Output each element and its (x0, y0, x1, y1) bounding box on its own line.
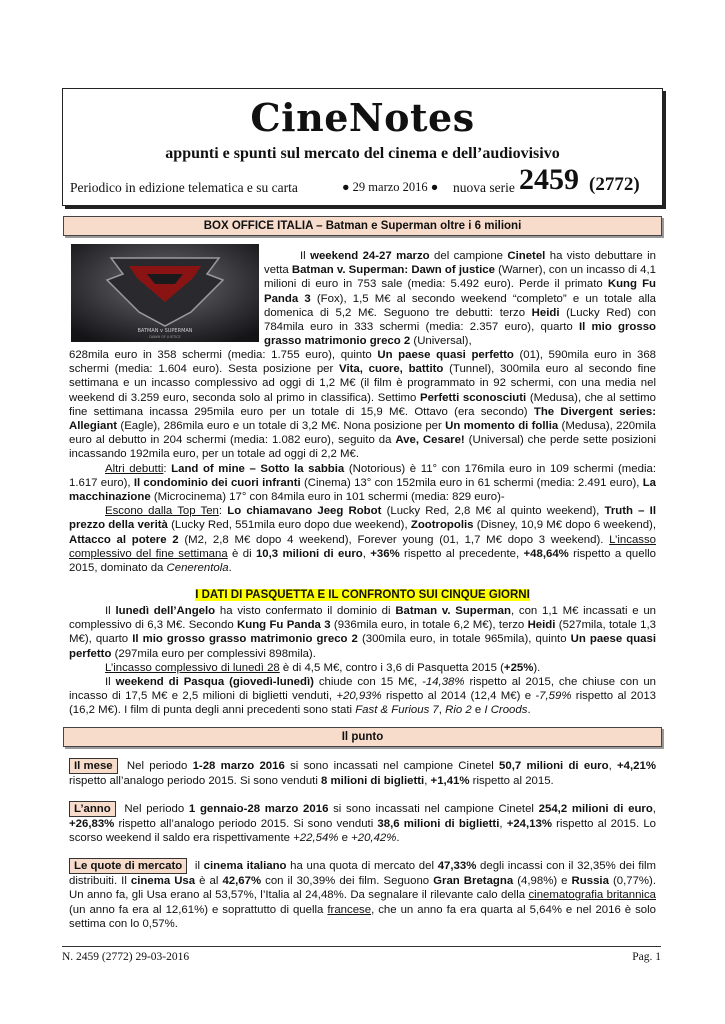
poster-title: BATMAN v SUPERMAN (137, 328, 193, 334)
masthead-title: CineNotes (250, 95, 475, 140)
issue-total: (2772) (589, 174, 640, 195)
quote-mercato-paragraph: Le quote di mercato il cinema italiano ha una quota di mercato del 47,33% degli incassi con il 32,35% dei film distribuiti. Il cinema Usa è al 42,67% con il 30,39% dei film. Seguono Gran Bretagna (4,98%) e Russia (0,77%). Un anno fa, gli Usa erano al 53,57%, l’Italia al 24,48%. Da segnalare il rilevante calo della cinematografia britannica (un anno fa era al 12,61%) e soprattutto di quella francese, che un anno fa era quarta al 5,64% e nel 2016 è solo settima con lo 0,57%. (69, 860, 657, 930)
tag-il-mese: Il mese (69, 758, 118, 774)
masthead (62, 88, 663, 206)
section-header-box-office: BOX OFFICE ITALIA – Batman e Superman oltre i 6 milioni (63, 216, 662, 236)
series-label: nuova serie (453, 180, 515, 195)
article-intro: Il weekend 24-27 marzo del campione Cinetel ha visto debuttare in vetta Batman v. Superman: Dawn of justice (Warner), con un incasso di 4,1 milioni di euro in 753 sale (media: 5.492 euro). Perde il primato Kung Fu Panda 3 (Fox), 1,5 M€ al secondo weekend “completo” e un totale alla domenica di 5,2 M€. Seguono tre debutti: terzo Heidi (Lucky Red) con 784mila euro in 333 schermi (media: 2.357 euro), quarto Il mio grosso grasso matrimonio greco 2 (Universal), (264, 250, 657, 348)
issue-number: 2459 (519, 163, 579, 196)
l-anno-paragraph: L’anno Nel periodo 1 gennaio-28 marzo 2016 si sono incassati nel campione Cinetel 254,2 milioni di euro, +26,83% rispetto all’analogo periodo 2015. Si sono venduti 38,6 milioni di biglietti, +24,13% rispetto al 2015. Lo scorso weekend il saldo era rispettivamente +22,54% e +20,42%. (69, 803, 656, 845)
footer-page: Pag. 1 (632, 951, 661, 963)
movie-poster (71, 244, 259, 342)
masthead-info (70, 163, 655, 201)
section-header-il-punto: Il punto (63, 727, 662, 747)
tag-quote-mercato: Le quote di mercato (69, 858, 187, 874)
footer-divider (62, 946, 661, 947)
periodicity: Periodico in edizione telematica e su carta (70, 180, 298, 195)
section-header-pasquetta: I DATI DI PASQUETTA E IL CONFRONTO SUI CINQUE GIORNI (195, 589, 530, 601)
il-mese-paragraph: Il mese Nel periodo 1-28 marzo 2016 si sono incassati nel campione Cinetel 50,7 milioni di euro, +4,21% rispetto all’analogo periodo 2015. Si sono venduti 8 milioni di biglietti, +1,41% rispetto al 2015. (69, 760, 656, 788)
masthead-subtitle: appunti e spunti sul mercato del cinema e dell’audiovisivo (165, 145, 560, 162)
article-body-1: 628mila euro in 358 schermi (media: 1.755 euro), quinto Un paese quasi perfetto (01), 590mila euro in 368 schermi (media: 1.604 euro). Sesta posizione per Vita, cuore, battito (Tunnel), 300mila euro al secondo fine settimana e un incasso complessivo ad oggi di 1,2 M€ (il film è programmato in 92 schermi, con una media nel weekend di 3.259 euro, seconda solo al primo in classifica). Settimo Perfetti sconosciuti (Medusa), che al settimo fine settimana incassa 295mila euro per un totale di 15,9 M€. Ottavo (era secondo) The Divergent series: Allegiant (Eagle), 286mila euro e un totale di 3,2 M€. Nona posizione per Un momento di follia (Medusa), 220mila euro al debutto in 204 schermi (media: 1.082 euro), seguito da Ave, Cesare! (Universal) che perde sette posizioni incassando 192mila euro, per un totale ad oggi di 2,2 M€. Altri debutti: Land of mine – Sotto la sabbia (Notorious) è 11° con 176mila euro in 109 schermi (media: 1.617 euro), Il condominio dei cuori infranti (Cinema) 13° con 152mila euro in 61 schermi (media: 2.491 euro), La macchinazione (Microcinema) 17° con 84mila euro in 101 schermi (media: 829 euro)- Escono dalla Top Ten: Lo chiamavano Jeeg Robot (Lucky Red, 2,8 M€ al quinto weekend), Truth – Il prezzo della verità (Lucky Red, 551mila euro dopo due weekend), Zootropolis (Disney, 10,9 M€ dopo 6 weekend), Attacco al potere 2 (M2, 2,8 M€ dopo 4 weekend), Forever young (01, 1,7 M€ dopo 3 weekend). L’incasso complessivo del fine settimana è di 10,3 milioni di euro, +36% rispetto al precedente, +48,64% rispetto a quello 2015, dominato da Cenerentola. (69, 349, 657, 575)
article-pasquetta: Il lunedì dell’Angelo ha visto confermato il dominio di Batman v. Superman, con 1,1 M€ incassati e un complessivo di 6,3 M€. Secondo Kung Fu Panda 3 (936mila euro, in totale 6,2 M€), terzo Heidi (527mila, totale 1,3 M€), quarto Il mio grosso grasso matrimonio greco 2 (300mila euro, in totale 965mila), quinto Un paese quasi perfetto (297mila euro per complessivi 898mila). L’incasso complessivo di lunedì 28 è di 4,5 M€, contro i 3,6 di Pasquetta 2015 (+25%). Il weekend di Pasqua (giovedì-lunedì) chiude con 15 M€, -14,38% rispetto al 2015, che chiuse con un incasso di 17,5 M€ e 2,5 milioni di biglietti venduti, +20,93% rispetto al 2014 (12,4 M€) e -7,59% rispetto al 2013 (16,2 M€). I film di punta degli anni precedenti sono stati Fast & Furious 7, Rio 2 e I Croods. (69, 605, 656, 717)
batman-superman-logo-icon (71, 244, 259, 342)
issue-date: ● 29 marzo 2016 ● (342, 180, 439, 194)
tag-l-anno: L’anno (69, 801, 116, 817)
poster-subtitle: DAWN OF JUSTICE (149, 335, 181, 339)
footer-issue: N. 2459 (2772) 29-03-2016 (62, 951, 190, 963)
